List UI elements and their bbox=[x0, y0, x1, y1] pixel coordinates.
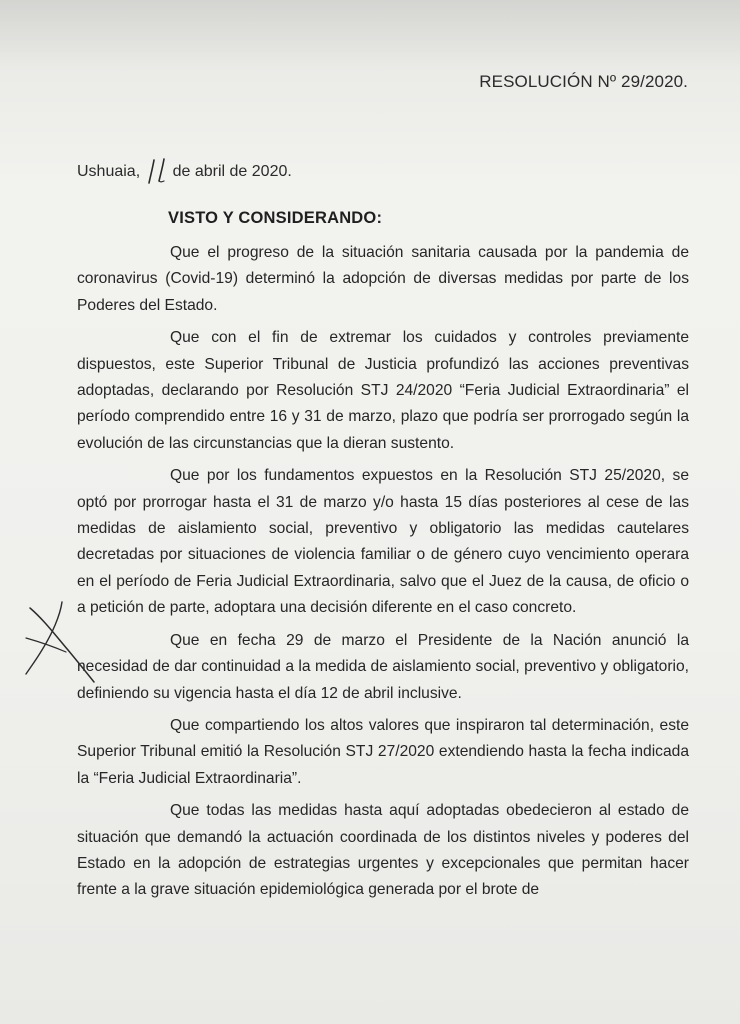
handwritten-initials-mark bbox=[22, 598, 102, 688]
paragraph: Que el progreso de la situación sanitaria causada por la pandemia de coronavirus (Covid-19) determinó la adopción de diversas medidas por parte de los Poderes del Estado. bbox=[77, 244, 689, 314]
document-body bbox=[77, 240, 689, 910]
date-line bbox=[77, 158, 292, 184]
paragraph: Que compartiendo los altos valores que inspiraron tal determinación, este Superior Tribunal emitió la Resolución STJ 27/2020 extendiendo hasta la fecha indicada la “Feria Judicial Extraordinaria”. bbox=[77, 716, 689, 787]
paragraph: Que con el fin de extremar los cuidados y controles previamente dispuestos, este Superior Tribunal de Justicia profundizó las acciones preventivas adoptadas, declarando por Resolución STJ 24/2020 “Feria Judicial Extraordinaria” el período comprendido entre 16 y 31 de marzo, plazo que podría ser prorrogado según la evolución de las circunstancias que la dieran sustento. bbox=[77, 329, 689, 452]
handwritten-day-mark bbox=[145, 158, 173, 184]
section-heading: VISTO Y CONSIDERANDO: bbox=[168, 209, 383, 227]
resolution-number: RESOLUCIÓN Nº 29/2020. bbox=[479, 72, 688, 91]
date-city: Ushuaia, bbox=[77, 163, 141, 180]
paragraph: Que en fecha 29 de marzo el Presidente de la Nación anunció la necesidad de dar continuidad a la medida de aislamiento social, preventivo y obligatorio, definiendo su vigencia hasta el día 12 de abril inclusive. bbox=[77, 631, 689, 702]
date-rest: de abril de 2020. bbox=[172, 163, 292, 180]
paragraph: Que todas las medidas hasta aquí adoptadas obedecieron al estado de situación que demandó la actuación coordinada de los distintos niveles y poderes del Estado en la adopción de estrategias urgentes y excepcionales que permitan hacer frente a la grave situación epidemiológica generada por el brote de bbox=[77, 802, 689, 899]
page-shadow bbox=[0, 0, 740, 70]
paragraph: Que por los fundamentos expuestos en la Resolución STJ 25/2020, se optó por prorrogar hasta el 31 de marzo y/o hasta 15 días posteriores al cese de las medidas de aislamiento social, preventivo y obligatorio las medidas cautelares decretadas por situaciones de violencia familiar o de género cuyo vencimiento operara en el período de Feria Judicial Extraordinaria, salvo que el Juez de la causa, de oficio o a petición de parte, adoptara una decisión diferente en el caso concreto. bbox=[77, 467, 689, 617]
